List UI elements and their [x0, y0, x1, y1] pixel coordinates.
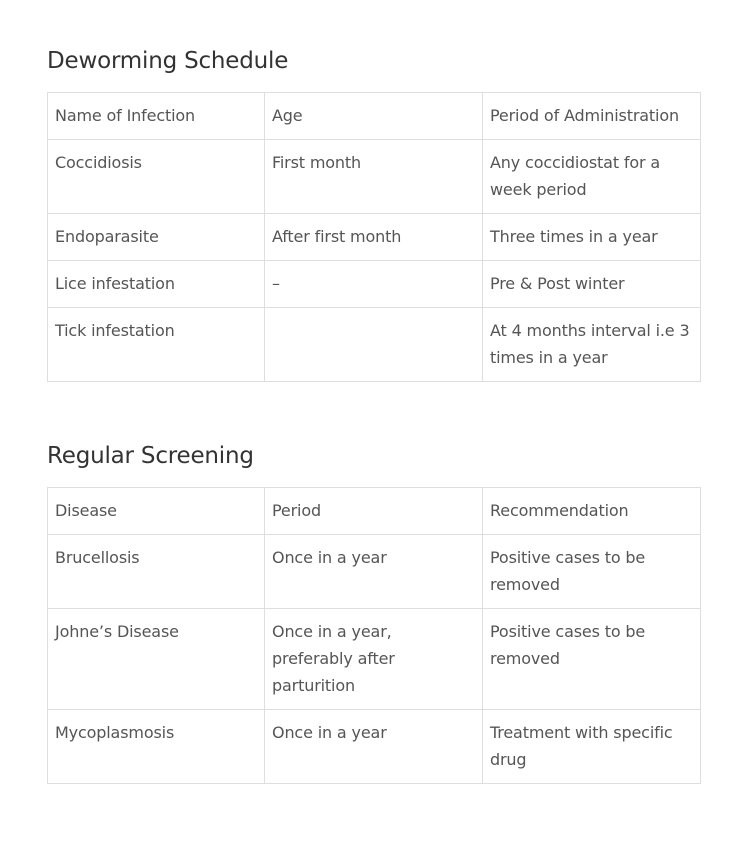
header-cell: Age: [265, 93, 483, 140]
table-cell: Positive cases to be removed: [483, 535, 701, 609]
table-row: [48, 261, 701, 308]
regular-screening-section: [47, 441, 700, 769]
table-cell: At 4 months interval i.e 3 times in a year: [483, 308, 701, 382]
table-cell: Once in a year: [265, 710, 483, 784]
deworming-schedule-section: [47, 46, 700, 367]
table-row: [48, 140, 701, 214]
section-title: Regular Screening: [47, 443, 254, 469]
table-row: [48, 214, 701, 261]
table-cell: Lice infestation: [48, 261, 265, 308]
header-cell: Period of Administration: [483, 93, 701, 140]
table-cell: Coccidiosis: [48, 140, 265, 214]
table-row: [48, 308, 701, 382]
table-row: [48, 535, 701, 609]
table-cell: Positive cases to be removed: [483, 609, 701, 710]
header-cell: Disease: [48, 488, 265, 535]
table-header-row: [48, 488, 701, 535]
table-cell: Once in a year: [265, 535, 483, 609]
section-title: Deworming Schedule: [47, 48, 289, 74]
table-cell: Brucellosis: [48, 535, 265, 609]
table-cell: [265, 308, 483, 382]
table-header-row: [48, 93, 701, 140]
header-cell: Period: [265, 488, 483, 535]
regular-screening-table: [47, 487, 701, 784]
header-cell: Recommendation: [483, 488, 701, 535]
deworming-schedule-table: [47, 92, 701, 382]
table-cell: –: [265, 261, 483, 308]
table-row: [48, 710, 701, 784]
table-cell: Pre & Post winter: [483, 261, 701, 308]
table-cell: First month: [265, 140, 483, 214]
table-cell: Three times in a year: [483, 214, 701, 261]
table-cell: Johne’s Disease: [48, 609, 265, 710]
header-cell: Name of Infection: [48, 93, 265, 140]
table-cell: Tick infestation: [48, 308, 265, 382]
table-cell: Mycoplasmosis: [48, 710, 265, 784]
table-cell: Any coccidiostat for a week period: [483, 140, 701, 214]
table-cell: Treatment with specific drug: [483, 710, 701, 784]
table-row: [48, 609, 701, 710]
table-cell: Once in a year, preferably after parturition: [265, 609, 483, 710]
table-cell: Endoparasite: [48, 214, 265, 261]
table-cell: After first month: [265, 214, 483, 261]
